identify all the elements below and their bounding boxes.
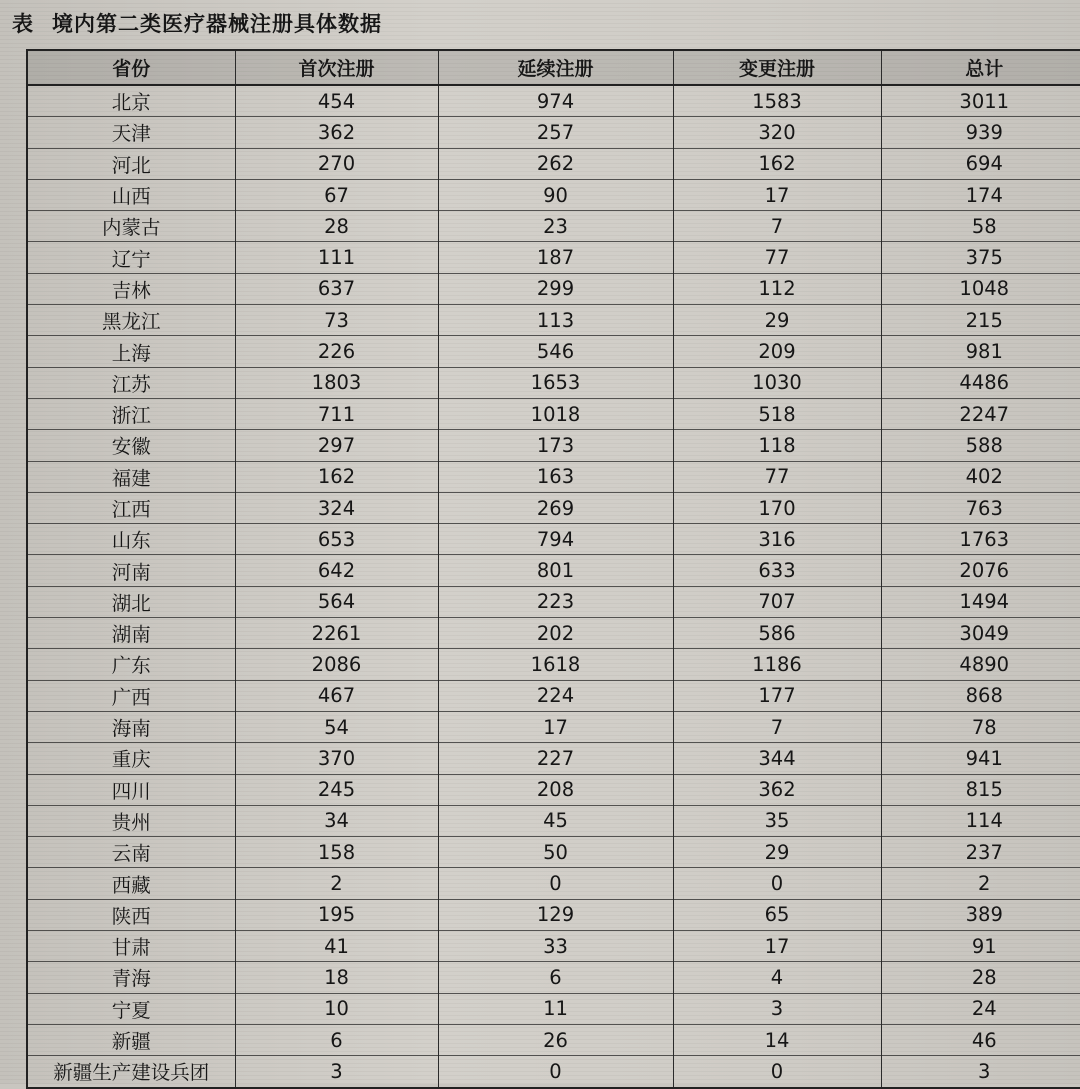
change-registration-cell: 17 (673, 179, 881, 210)
renewal-registration-cell: 113 (438, 305, 673, 336)
table-row (27, 649, 1080, 680)
first-registration-cell: 637 (235, 273, 438, 304)
change-registration-cell: 7 (673, 211, 881, 242)
first-registration-cell: 297 (235, 430, 438, 461)
total-cell: 114 (881, 805, 1080, 836)
total-cell: 389 (881, 899, 1080, 930)
table-row (27, 680, 1080, 711)
table-row (27, 179, 1080, 210)
table-row (27, 148, 1080, 179)
first-registration-cell: 10 (235, 993, 438, 1024)
change-registration-cell: 320 (673, 117, 881, 148)
renewal-registration-cell: 45 (438, 805, 673, 836)
first-registration-cell: 41 (235, 931, 438, 962)
province-cell: 广西 (27, 680, 235, 711)
province-cell: 陕西 (27, 899, 235, 930)
total-cell: 939 (881, 117, 1080, 148)
province-cell: 湖北 (27, 586, 235, 617)
table-row (27, 398, 1080, 429)
change-registration-cell: 77 (673, 461, 881, 492)
renewal-registration-cell: 90 (438, 179, 673, 210)
renewal-registration-cell: 794 (438, 524, 673, 555)
change-registration-cell: 518 (673, 398, 881, 429)
change-registration-cell: 209 (673, 336, 881, 367)
table-body (27, 85, 1080, 1088)
total-cell: 981 (881, 336, 1080, 367)
table-row (27, 618, 1080, 649)
province-cell: 辽宁 (27, 242, 235, 273)
first-registration-cell: 711 (235, 398, 438, 429)
total-cell: 1763 (881, 524, 1080, 555)
renewal-registration-cell: 173 (438, 430, 673, 461)
first-registration-cell: 1803 (235, 367, 438, 398)
table-row (27, 711, 1080, 742)
province-cell: 贵州 (27, 805, 235, 836)
first-registration-cell: 3 (235, 1056, 438, 1088)
province-cell: 江苏 (27, 367, 235, 398)
total-cell: 815 (881, 774, 1080, 805)
renewal-registration-cell: 1018 (438, 398, 673, 429)
table-row (27, 774, 1080, 805)
total-cell: 3011 (881, 85, 1080, 117)
total-cell: 215 (881, 305, 1080, 336)
table-row (27, 1056, 1080, 1088)
renewal-registration-cell: 0 (438, 868, 673, 899)
total-cell: 1494 (881, 586, 1080, 617)
change-registration-cell: 14 (673, 1024, 881, 1055)
first-registration-cell: 34 (235, 805, 438, 836)
renewal-registration-cell: 208 (438, 774, 673, 805)
table-caption (12, 6, 382, 42)
first-registration-cell: 564 (235, 586, 438, 617)
change-registration-cell: 177 (673, 680, 881, 711)
total-cell: 174 (881, 179, 1080, 210)
first-registration-cell: 54 (235, 711, 438, 742)
renewal-registration-cell: 163 (438, 461, 673, 492)
renewal-registration-cell: 257 (438, 117, 673, 148)
change-registration-cell: 316 (673, 524, 881, 555)
renewal-registration-cell: 223 (438, 586, 673, 617)
table-row (27, 555, 1080, 586)
total-cell: 237 (881, 837, 1080, 868)
change-registration-cell: 633 (673, 555, 881, 586)
province-cell: 内蒙古 (27, 211, 235, 242)
first-registration-cell: 2 (235, 868, 438, 899)
total-cell: 402 (881, 461, 1080, 492)
table-row (27, 367, 1080, 398)
total-cell: 4890 (881, 649, 1080, 680)
first-registration-cell: 73 (235, 305, 438, 336)
total-cell: 4486 (881, 367, 1080, 398)
province-cell: 河南 (27, 555, 235, 586)
table-row (27, 273, 1080, 304)
change-registration-cell: 112 (673, 273, 881, 304)
first-registration-cell: 324 (235, 492, 438, 523)
province-cell: 甘肃 (27, 931, 235, 962)
first-registration-cell: 2086 (235, 649, 438, 680)
change-registration-cell: 170 (673, 492, 881, 523)
first-registration-cell: 642 (235, 555, 438, 586)
total-cell: 588 (881, 430, 1080, 461)
province-cell: 重庆 (27, 743, 235, 774)
header-row (27, 50, 1080, 85)
renewal-registration-cell: 262 (438, 148, 673, 179)
province-cell: 河北 (27, 148, 235, 179)
caption-title: 境内第二类医疗器械注册具体数据 (52, 12, 382, 36)
first-registration-cell: 67 (235, 179, 438, 210)
table-row (27, 931, 1080, 962)
table-row (27, 242, 1080, 273)
province-cell: 上海 (27, 336, 235, 367)
header-first-registration: 首次注册 (235, 50, 438, 85)
renewal-registration-cell: 17 (438, 711, 673, 742)
table-row (27, 85, 1080, 117)
renewal-registration-cell: 202 (438, 618, 673, 649)
change-registration-cell: 1186 (673, 649, 881, 680)
table-row (27, 586, 1080, 617)
first-registration-cell: 370 (235, 743, 438, 774)
renewal-registration-cell: 129 (438, 899, 673, 930)
header-province: 省份 (27, 50, 235, 85)
province-cell: 云南 (27, 837, 235, 868)
change-registration-cell: 29 (673, 837, 881, 868)
change-registration-cell: 118 (673, 430, 881, 461)
renewal-registration-cell: 26 (438, 1024, 673, 1055)
province-cell: 青海 (27, 962, 235, 993)
province-cell: 山西 (27, 179, 235, 210)
total-cell: 2 (881, 868, 1080, 899)
header-renewal-registration: 延续注册 (438, 50, 673, 85)
total-cell: 3049 (881, 618, 1080, 649)
renewal-registration-cell: 546 (438, 336, 673, 367)
province-cell: 北京 (27, 85, 235, 117)
total-cell: 941 (881, 743, 1080, 774)
first-registration-cell: 28 (235, 211, 438, 242)
table-row (27, 336, 1080, 367)
first-registration-cell: 454 (235, 85, 438, 117)
change-registration-cell: 3 (673, 993, 881, 1024)
change-registration-cell: 707 (673, 586, 881, 617)
change-registration-cell: 17 (673, 931, 881, 962)
change-registration-cell: 1030 (673, 367, 881, 398)
province-cell: 安徽 (27, 430, 235, 461)
renewal-registration-cell: 6 (438, 962, 673, 993)
renewal-registration-cell: 299 (438, 273, 673, 304)
province-cell: 黑龙江 (27, 305, 235, 336)
renewal-registration-cell: 23 (438, 211, 673, 242)
total-cell: 46 (881, 1024, 1080, 1055)
province-cell: 广东 (27, 649, 235, 680)
renewal-registration-cell: 974 (438, 85, 673, 117)
province-cell: 福建 (27, 461, 235, 492)
table-row (27, 430, 1080, 461)
province-cell: 天津 (27, 117, 235, 148)
table-row (27, 743, 1080, 774)
table-row (27, 899, 1080, 930)
change-registration-cell: 77 (673, 242, 881, 273)
renewal-registration-cell: 801 (438, 555, 673, 586)
renewal-registration-cell: 227 (438, 743, 673, 774)
total-cell: 91 (881, 931, 1080, 962)
province-cell: 山东 (27, 524, 235, 555)
total-cell: 375 (881, 242, 1080, 273)
province-cell: 四川 (27, 774, 235, 805)
total-cell: 28 (881, 962, 1080, 993)
province-cell: 湖南 (27, 618, 235, 649)
header-total: 总计 (881, 50, 1080, 85)
table-row (27, 492, 1080, 523)
province-cell: 西藏 (27, 868, 235, 899)
table-row (27, 461, 1080, 492)
first-registration-cell: 653 (235, 524, 438, 555)
renewal-registration-cell: 1618 (438, 649, 673, 680)
table-row (27, 1024, 1080, 1055)
total-cell: 2076 (881, 555, 1080, 586)
registration-table (26, 49, 1080, 1089)
province-cell: 江西 (27, 492, 235, 523)
table-row (27, 524, 1080, 555)
table-row (27, 117, 1080, 148)
change-registration-cell: 586 (673, 618, 881, 649)
total-cell: 58 (881, 211, 1080, 242)
province-cell: 新疆生产建设兵团 (27, 1056, 235, 1088)
first-registration-cell: 158 (235, 837, 438, 868)
caption-tag: 表 (12, 12, 34, 36)
first-registration-cell: 162 (235, 461, 438, 492)
total-cell: 694 (881, 148, 1080, 179)
province-cell: 吉林 (27, 273, 235, 304)
change-registration-cell: 0 (673, 868, 881, 899)
change-registration-cell: 65 (673, 899, 881, 930)
table-row (27, 993, 1080, 1024)
change-registration-cell: 1583 (673, 85, 881, 117)
renewal-registration-cell: 224 (438, 680, 673, 711)
change-registration-cell: 362 (673, 774, 881, 805)
province-cell: 新疆 (27, 1024, 235, 1055)
province-cell: 浙江 (27, 398, 235, 429)
first-registration-cell: 226 (235, 336, 438, 367)
first-registration-cell: 195 (235, 899, 438, 930)
table-row (27, 962, 1080, 993)
total-cell: 868 (881, 680, 1080, 711)
province-cell: 海南 (27, 711, 235, 742)
table-row (27, 868, 1080, 899)
first-registration-cell: 2261 (235, 618, 438, 649)
first-registration-cell: 467 (235, 680, 438, 711)
change-registration-cell: 162 (673, 148, 881, 179)
first-registration-cell: 6 (235, 1024, 438, 1055)
renewal-registration-cell: 50 (438, 837, 673, 868)
renewal-registration-cell: 11 (438, 993, 673, 1024)
first-registration-cell: 111 (235, 242, 438, 273)
first-registration-cell: 245 (235, 774, 438, 805)
total-cell: 2247 (881, 398, 1080, 429)
first-registration-cell: 18 (235, 962, 438, 993)
total-cell: 78 (881, 711, 1080, 742)
change-registration-cell: 4 (673, 962, 881, 993)
table-row (27, 211, 1080, 242)
total-cell: 1048 (881, 273, 1080, 304)
renewal-registration-cell: 269 (438, 492, 673, 523)
renewal-registration-cell: 33 (438, 931, 673, 962)
change-registration-cell: 0 (673, 1056, 881, 1088)
total-cell: 24 (881, 993, 1080, 1024)
renewal-registration-cell: 0 (438, 1056, 673, 1088)
change-registration-cell: 35 (673, 805, 881, 836)
table-row (27, 305, 1080, 336)
header-change-registration: 变更注册 (673, 50, 881, 85)
first-registration-cell: 362 (235, 117, 438, 148)
first-registration-cell: 270 (235, 148, 438, 179)
change-registration-cell: 344 (673, 743, 881, 774)
change-registration-cell: 7 (673, 711, 881, 742)
change-registration-cell: 29 (673, 305, 881, 336)
table-row (27, 837, 1080, 868)
total-cell: 763 (881, 492, 1080, 523)
table-row (27, 805, 1080, 836)
province-cell: 宁夏 (27, 993, 235, 1024)
table-header (27, 50, 1080, 85)
renewal-registration-cell: 1653 (438, 367, 673, 398)
renewal-registration-cell: 187 (438, 242, 673, 273)
total-cell: 3 (881, 1056, 1080, 1088)
